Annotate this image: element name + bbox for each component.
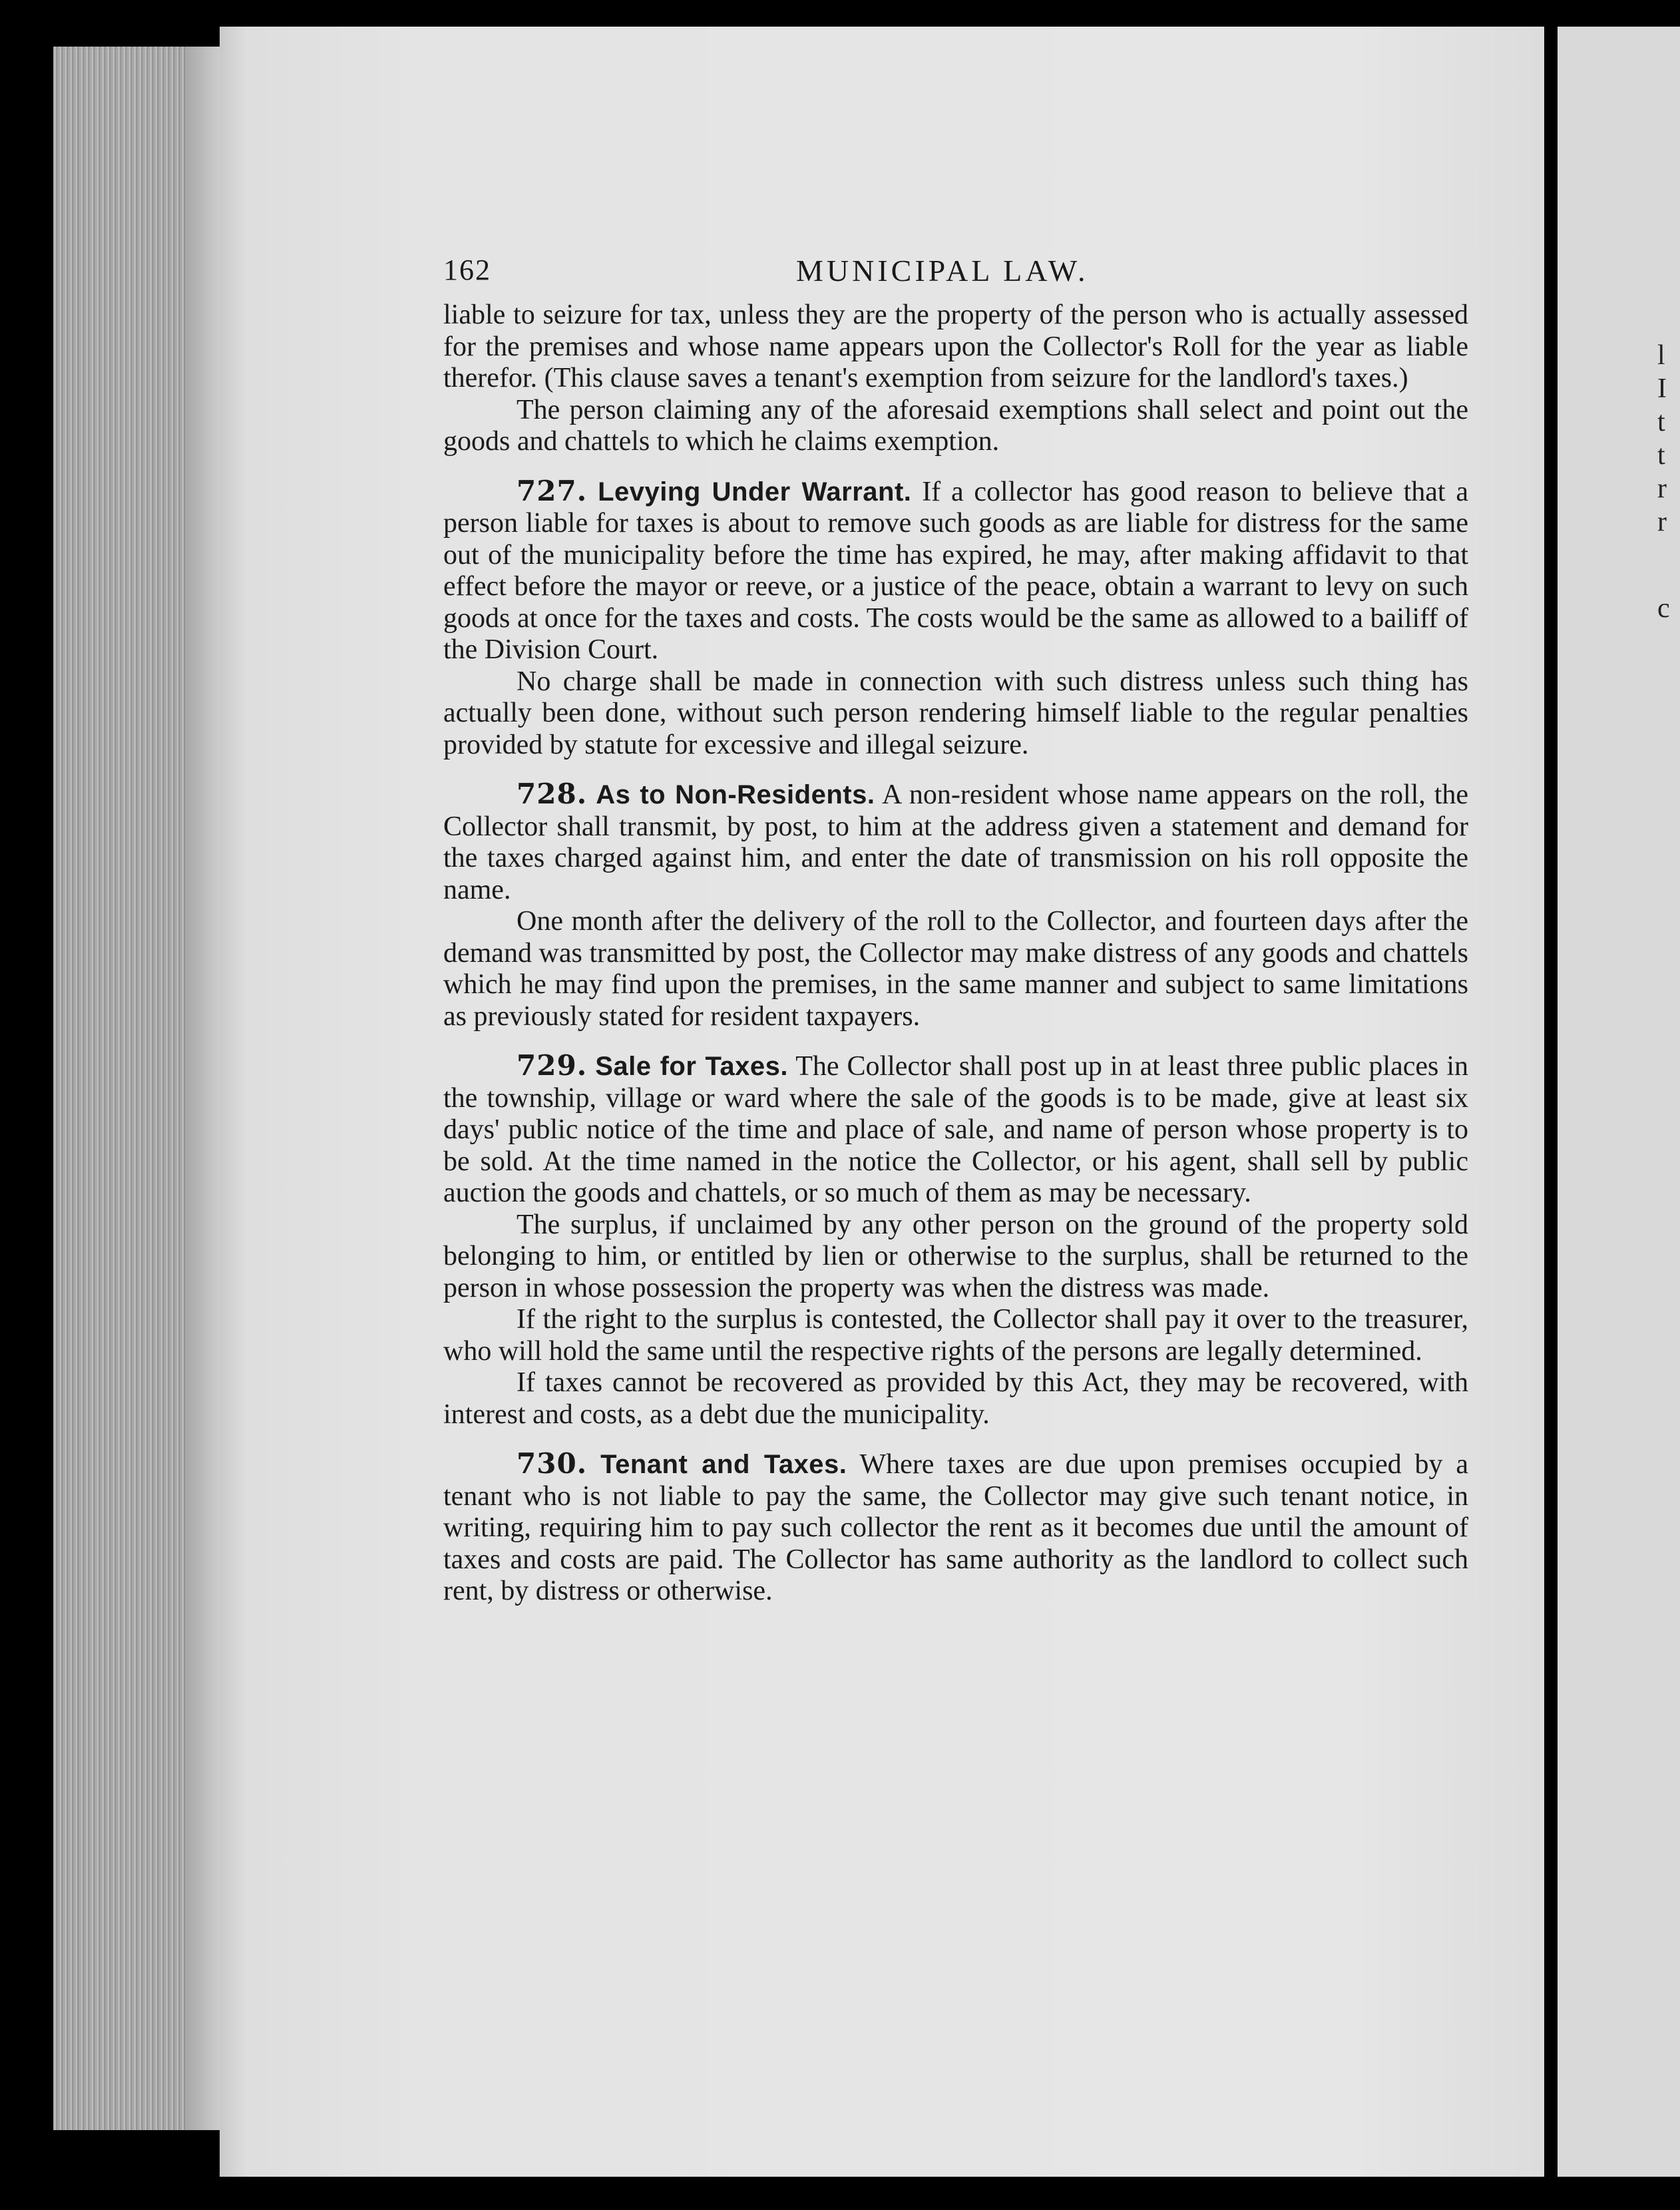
section-729 <box>443 1050 1468 1431</box>
continued-paragraph: liable to seizure for tax, unless they are the property of the person who is actually assessed for the premises and whose name appears upon the Collector's Roll for the year as liable therefor. (This clause saves a tenant's exemption from seizure for the landlord's taxes.) <box>443 300 1468 393</box>
exemption-paragraph: The person claiming any of the aforesaid exemptions shall select and point out the goods and chattels to which he claims exemption. <box>443 394 1468 457</box>
adjacent-page <box>1558 27 1680 2177</box>
section-number: 730. <box>517 1447 588 1480</box>
section-lead <box>443 475 1468 666</box>
page-content <box>443 253 1468 1608</box>
section-lead <box>443 1448 1468 1608</box>
adjacent-page-fragment: I <box>1657 373 1667 404</box>
section-title: Levying Under Warrant. <box>598 477 912 507</box>
section-lead <box>443 1050 1468 1210</box>
adjacent-page-fragment: l <box>1657 340 1665 371</box>
section-number: 729. <box>517 1049 588 1082</box>
running-head <box>443 253 1468 300</box>
section-paragraph: The surplus, if unclaimed by any other person on the ground of the property sold belonging to him, or entitled by lien or otherwise to the surplus, shall be returned to the person in whose possession the property was when the distress was made. <box>443 1209 1468 1303</box>
section-lead-text: If a collector has good reason to believe that a person liable for taxes is about to remove such goods as are liable for distress for the same out of the municipality before the time has expired, he may, after making affidavit to that effect before the mayor or reeve, or a justice of the peace, obtain a warrant to levy on such goods at once for the taxes and costs. The costs would be the same as allowed to a bailiff of the Division Court. <box>443 476 1469 665</box>
section-lead-text: The Collector shall post up in at least three public places in the township, village or ward where the sale of the goods is to be made, give at least six days' public notice of the time and place of sale, and name of person whose property is to be sold. At the time named in the notice the Collector, or his agent, shall sell by public auction the goods and chattels, or so much of them as may be necessary. <box>443 1051 1468 1208</box>
section-lead-text: A non-resident whose name appears on the roll, the Collector shall transmit, by post, to him at the address given a statement and demand for the taxes charged against him, and enter the date of transmission on his roll opposite the name. <box>443 779 1469 905</box>
section-728 <box>443 778 1468 1032</box>
adjacent-page-fragment: r <box>1657 507 1667 537</box>
adjacent-page-fragment: t <box>1657 440 1665 471</box>
section-paragraph: If taxes cannot be recovered as provided by this Act, they may be recovered, with interest and costs, as a debt due the municipality. <box>443 1367 1468 1430</box>
section-paragraph: One month after the delivery of the roll to the Collector, and fourteen days after the demand was transmitted by post, the Collector may make distress of any goods and chattels which he may find upon the premises, in the same manner and subject to same limitations as previously stated for resident taxpayers. <box>443 906 1468 1032</box>
adjacent-page-fragment: r <box>1657 473 1667 504</box>
section-paragraph: If the right to the surplus is contested, the Collector shall pay it over to the treasurer, who will hold the same until the respective rights of the persons are legally determined. <box>443 1304 1468 1367</box>
section-727 <box>443 475 1468 762</box>
section-number: 728. <box>517 777 588 810</box>
running-title: MUNICIPAL LAW. <box>796 254 1089 288</box>
section-title: As to Non-Residents. <box>596 780 875 809</box>
section-number: 727. <box>517 474 588 507</box>
section-lead-text: Where taxes are due upon premises occupied by a tenant who is not liable to pay the same, the Collector may give such tenant notice, in writing, requiring him to pay such collector the rent as it becomes due until the amount of taxes and costs are paid. The Collector has same authority as the landlord to collect such rent, by distress or otherwise. <box>443 1449 1469 1606</box>
adjacent-page-fragment: c <box>1657 593 1670 624</box>
page-number: 162 <box>443 254 491 286</box>
section-lead <box>443 778 1468 906</box>
section-title: Tenant and Taxes. <box>600 1450 847 1479</box>
adjacent-page-fragment: t <box>1657 407 1665 437</box>
section-paragraph: No charge shall be made in connection with such distress unless such thing has actually been done, without such person rendering himself liable to the regular penalties provided by statute for excessive and illegal seizure. <box>443 666 1468 760</box>
book-page-edges <box>53 47 226 2130</box>
section-730 <box>443 1448 1468 1608</box>
section-title: Sale for Taxes. <box>595 1052 789 1081</box>
